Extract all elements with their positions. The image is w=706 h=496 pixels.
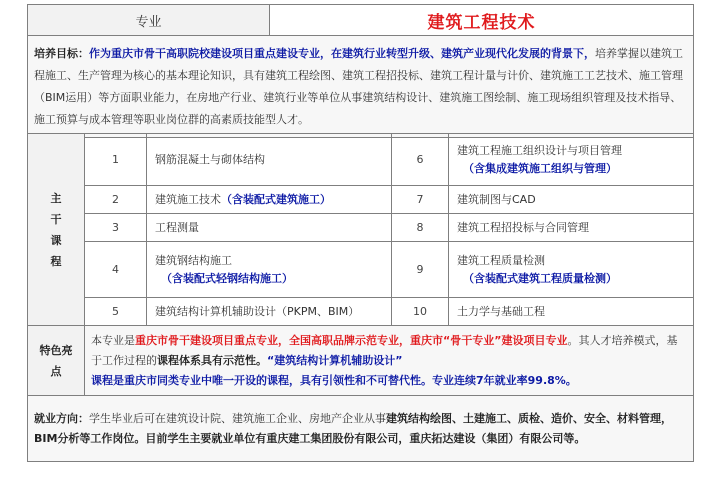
course-name: 土力学与基础工程 — [449, 298, 694, 326]
goal-body: 培养掌握以建筑工程施工、生产管理为核心的基本理论知识，具有建筑工程绘图、建筑工程招投标、建筑工程计量与计价、建筑施工工艺技术、施工管理（BIM运用）等方面职业能力，在房地产行业、建筑行业等单位从事建筑结构设计、建筑施工图绘制、施工现场组织管理及技术指导、施工预算与成本管理等职业岗位群的高素质技能型人才。 — [34, 46, 683, 126]
course-number: 10 — [392, 298, 449, 326]
course-number: 9 — [392, 242, 449, 298]
major-info-table — [27, 4, 694, 138]
course-name: 工程测量 — [147, 214, 392, 242]
feature-text: 本专业是重庆市骨干建设项目重点专业，全国高职品牌示范专业，重庆市“骨干专业”建设项目专业。其人才培养模式，基于工作过程的课程体系具有示范性。“建筑结构计算机辅助设计” 课程是重庆市同类专业中唯一开设的课程，具有引领性和不可替代性。专业连续7年就业率99.8%。 — [85, 326, 694, 396]
courses-label: 主 干 课 程 — [28, 134, 85, 326]
course-table — [27, 133, 694, 462]
course-number: 4 — [85, 242, 147, 298]
major-label: 专业 — [28, 5, 270, 36]
training-goal — [28, 36, 694, 138]
course-name: 建筑结构计算机辅助设计（PKPM、BIM） — [147, 298, 392, 326]
goal-highlight: 作为重庆市骨干高职院校建设项目重点建设专业，在建筑行业转型升级、建筑产业现代化发展的背景下， — [89, 46, 595, 60]
course-name: 建筑制图与CAD — [449, 186, 694, 214]
course-number: 8 — [392, 214, 449, 242]
feature-label: 特色亮 点 — [28, 326, 85, 396]
course-name: 钢筋混凝土与砌体结构 — [147, 134, 392, 186]
goal-label: 培养目标： — [34, 46, 89, 60]
course-number: 5 — [85, 298, 147, 326]
course-name: 建筑工程施工组织设计与项目管理 （含集成建筑施工组织与管理） — [449, 134, 694, 186]
course-name: 建筑工程质量检测 （含装配式建筑工程质量检测） — [449, 242, 694, 298]
course-number: 1 — [85, 134, 147, 186]
course-number: 7 — [392, 186, 449, 214]
course-number: 3 — [85, 214, 147, 242]
course-number: 6 — [392, 134, 449, 186]
course-name: 建筑施工技术（含装配式建筑施工） — [147, 186, 392, 214]
major-name: 建筑工程技术 — [270, 5, 694, 36]
course-name: 建筑钢结构施工 （含装配式轻钢结构施工） — [147, 242, 392, 298]
employment-direction: 就业方向：学生毕业后可在建筑设计院、建筑施工企业、房地产企业从事建筑结构绘图、土建施工、质检、造价、安全、材料管理，BIM分析等工作岗位。目前学生主要就业单位有重庆建工集团股份有限公司，重庆拓达建设（集团）有限公司等。 — [28, 396, 694, 462]
course-name: 建筑工程招投标与合同管理 — [449, 214, 694, 242]
course-number: 2 — [85, 186, 147, 214]
